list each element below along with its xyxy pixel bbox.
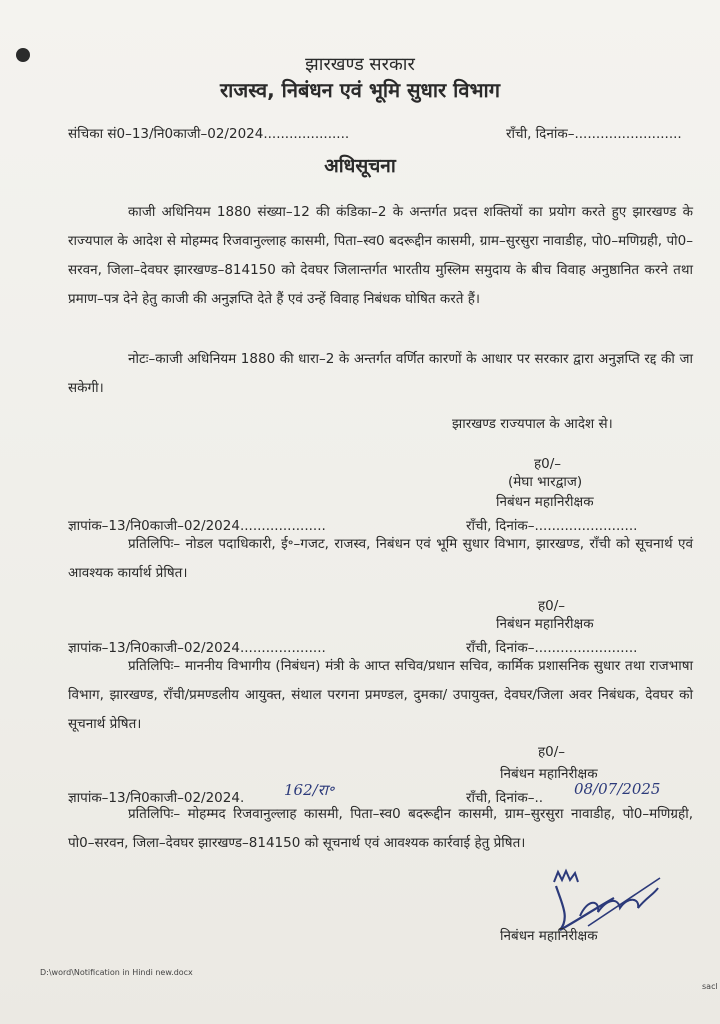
memo-place-date: राँची, दिनांक–........................: [466, 640, 638, 656]
notification-body: काजी अधिनियम 1880 संख्या–12 की कंडिका–2 के अन्तर्गत प्रदत्त शक्तियों का प्रयोग करते हुए झारखण्ड के राज्यपाल के आदेश से मोहम्मद रिजवानुल्लाह कासमी, पिता–स्व0 बदरूद्दीन कासमी, ग्राम–सुरसुरा नावाडीह, पो0–मणिग्रही, पो0–सरवन, जिला–देवघर झारखण्ड–814150 को देवघर जिलान्तर्गत भारतीय मुस्लिम समुदाय के बीच विवाह अनुष्ठानित करने तथा प्रमाण–पत्र देने हेतु काजी की अनुज्ञप्ति देते हैं एवं उन्हें विवाह निबंधक घोषित करते हैं।: [68, 204, 693, 307]
handwritten-memo-number: 162/रा॰: [284, 781, 335, 799]
memo-place-date: राँची, दिनांक–..: [466, 790, 544, 806]
department-heading: राजस्व, निबंधन एवं भूमि सुधार विभाग: [220, 78, 500, 102]
memo-number: ज्ञापांक–13/नि0काजी–02/2024....................: [68, 640, 326, 656]
corner-mark: sacl: [702, 982, 718, 991]
file-number: संचिका सं0–13/नि0काजी–02/2024....................: [68, 126, 350, 142]
signatory-name: (मेघा भारद्वाज): [508, 474, 583, 490]
by-order: झारखण्ड राज्यपाल के आदेश से।: [452, 416, 613, 432]
signatory-designation: निबंधन महानिरीक्षक: [496, 616, 594, 632]
memo-number: ज्ञापांक–13/नि0काजी–02/2024.: [68, 790, 245, 806]
memo-number: ज्ञापांक–13/नि0काजी–02/2024....................: [68, 518, 326, 534]
notification-title: अधिसूचना: [324, 155, 396, 177]
file-path-footer: D:\word\Notification in Hindi new.docx: [40, 968, 193, 977]
handwritten-date: 08/07/2025: [574, 780, 661, 798]
government-heading: झारखण्ड सरकार: [305, 54, 415, 75]
signatory-designation: निबंधन महानिरीक्षक: [496, 494, 594, 510]
place-date: राँची, दिनांक–.........................: [506, 126, 682, 142]
signed-mark: ह0/–: [538, 598, 566, 614]
copy-to-paragraph: प्रतिलिपिः– नोडल पदाधिकारी, ई॰–गजट, राजस्व, निबंधन एवं भूमि सुधार विभाग, झारखण्ड, राँची को सूचनार्थ एवं आवश्यक कार्यार्थ प्रेषित।: [68, 536, 693, 581]
copy-to-paragraph: प्रतिलिपिः– मोहम्मद रिजवानुल्लाह कासमी, पिता–स्व0 बदरूद्दीन कासमी, ग्राम–सुरसुरा नावाडीह, पो0–मणिग्रही, पो0–सरवन, जिला–देवघर झारखण्ड–814150 को सूचनार्थ एवं आवश्यक कार्रवाई हेतु प्रेषित।: [68, 806, 693, 851]
memo-place-date: राँची, दिनांक–........................: [466, 518, 638, 534]
notification-note: नोटः–काजी अधिनियम 1880 की धारा–2 के अन्तर्गत वर्णित कारणों के आधार पर सरकार द्वारा अनुज्ञप्ति रद्द की जा सकेगी।: [68, 351, 693, 396]
copy-to-paragraph: प्रतिलिपिः– माननीय विभागीय (निबंधन) मंत्री के आप्त सचिव/प्रधान सचिव, कार्मिक प्रशासनिक सुधार तथा राजभाषा विभाग, झारखण्ड, राँची/प्रमण्डलीय आयुक्त, संथाल परगना प्रमण्डल, दुमका/ उपायुक्त, देवघर/जिला अवर निबंधक, देवघर को सूचनार्थ प्रेषित।: [68, 658, 693, 732]
signed-mark: ह0/–: [534, 456, 562, 472]
signed-mark: ह0/–: [538, 744, 566, 760]
signatory-designation: निबंधन महानिरीक्षक: [500, 928, 598, 944]
signatory-designation: निबंधन महानिरीक्षक: [500, 766, 598, 782]
